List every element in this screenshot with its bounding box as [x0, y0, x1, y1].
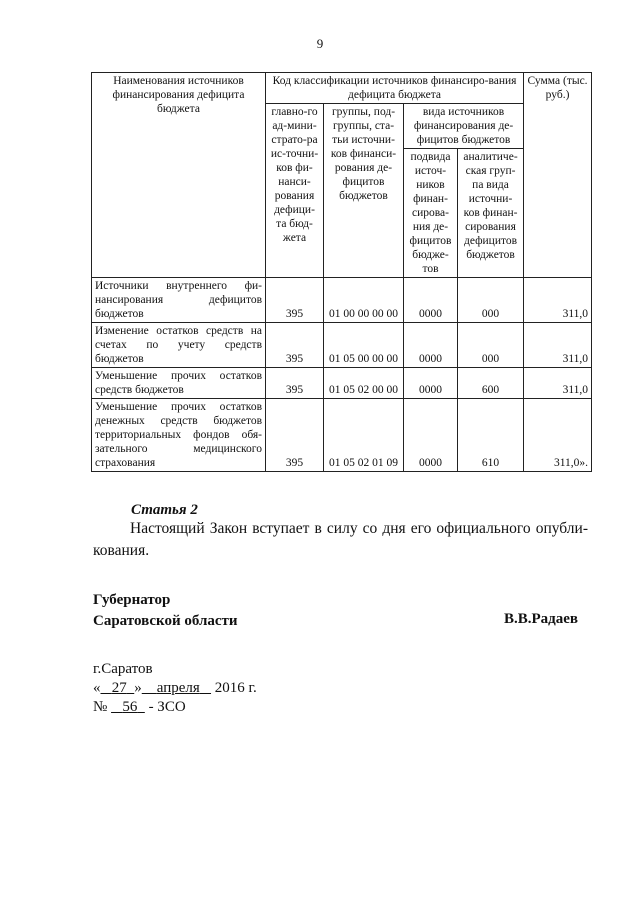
row-analytic: 610: [458, 399, 524, 472]
row-admin: 395: [266, 368, 324, 399]
footer-city: г.Саратов: [93, 661, 153, 677]
article-title: Статья 2: [131, 502, 198, 518]
row-code: 01 05 02 01 09: [324, 399, 404, 472]
footer-block: [93, 660, 257, 717]
row-sum: 311,0: [524, 368, 592, 399]
row-subkind: 0000: [404, 323, 458, 368]
header-code-group: Код классификации источников финансиро-вания дефицита бюджета: [266, 73, 524, 104]
row-analytic: 600: [458, 368, 524, 399]
header-analytic: аналитиче-ская груп-па вида источни-ков финан-сирования дефицитов бюджетов: [458, 149, 524, 278]
row-code: 01 05 02 00 00: [324, 368, 404, 399]
governor-position-line1: Губернатор: [93, 592, 171, 608]
row-sum: 311,0: [524, 323, 592, 368]
row-code: 01 00 00 00 00: [324, 278, 404, 323]
header-groups: группы, под-группы, ста-тьи источни-ков финанси-рования де-фицитов бюджетов: [324, 104, 404, 278]
row-name: Уменьшение прочих остатков средств бюджетов: [92, 368, 266, 399]
governor-title: [93, 590, 238, 632]
header-admin: главно-го ад-мини-страто-ра ис-точни-ков фи-нанси-рования дефици-та бюд-жета: [266, 104, 324, 278]
governor-name: В.В.Радаев: [503, 611, 578, 627]
row-admin: 395: [266, 323, 324, 368]
governor-position-line2: Саратовской области: [93, 613, 238, 629]
header-subkind: подвида источ-ников финан-сирова-ния де-фицитов бюдже-тов: [404, 149, 458, 278]
row-subkind: 0000: [404, 399, 458, 472]
row-sum: 311,0: [524, 278, 592, 323]
number-value: 56: [122, 699, 138, 715]
date-month: апреля: [156, 680, 200, 696]
table-row: [92, 368, 592, 399]
page-number: 9: [316, 36, 324, 51]
footer-date: [93, 679, 257, 698]
date-year: 2016 г.: [214, 680, 257, 696]
row-name: Изменение остатков средств на счетах по учету средств бюджетов: [92, 323, 266, 368]
row-analytic: 000: [458, 323, 524, 368]
row-subkind: 0000: [404, 278, 458, 323]
table-row: [92, 278, 592, 323]
row-admin: 395: [266, 278, 324, 323]
row-sum: 311,0».: [524, 399, 592, 472]
footer-number: [93, 698, 257, 717]
date-close-quote: »: [134, 680, 142, 696]
row-admin: 395: [266, 399, 324, 472]
date-day: 27: [111, 680, 127, 696]
article-text: Настоящий Закон вступает в силу со дня его официального опубли-кования.: [93, 520, 588, 559]
table-row: [92, 323, 592, 368]
row-name: Источники внутреннего фи-нансирования дефицитов бюджетов: [92, 278, 266, 323]
budget-sources-table: [91, 72, 592, 472]
header-kind: вида источников финансирования де-фицитов бюджетов: [404, 104, 524, 149]
header-name: Наименования источников финансирования дефицита бюджета: [92, 73, 266, 278]
header-sum: Сумма (тыс. руб.): [524, 73, 592, 278]
row-subkind: 0000: [404, 368, 458, 399]
row-analytic: 000: [458, 278, 524, 323]
header-row-1: [92, 73, 592, 104]
number-prefix: №: [93, 699, 108, 715]
row-name: Уменьшение прочих остатков денежных средств бюджетов территориальных фондов обя-зательного медицинского страхования: [92, 399, 266, 472]
number-suffix: - ЗСО: [148, 699, 186, 715]
row-code: 01 05 00 00 00: [324, 323, 404, 368]
table-row: [92, 399, 592, 472]
date-open-quote: «: [93, 680, 101, 696]
